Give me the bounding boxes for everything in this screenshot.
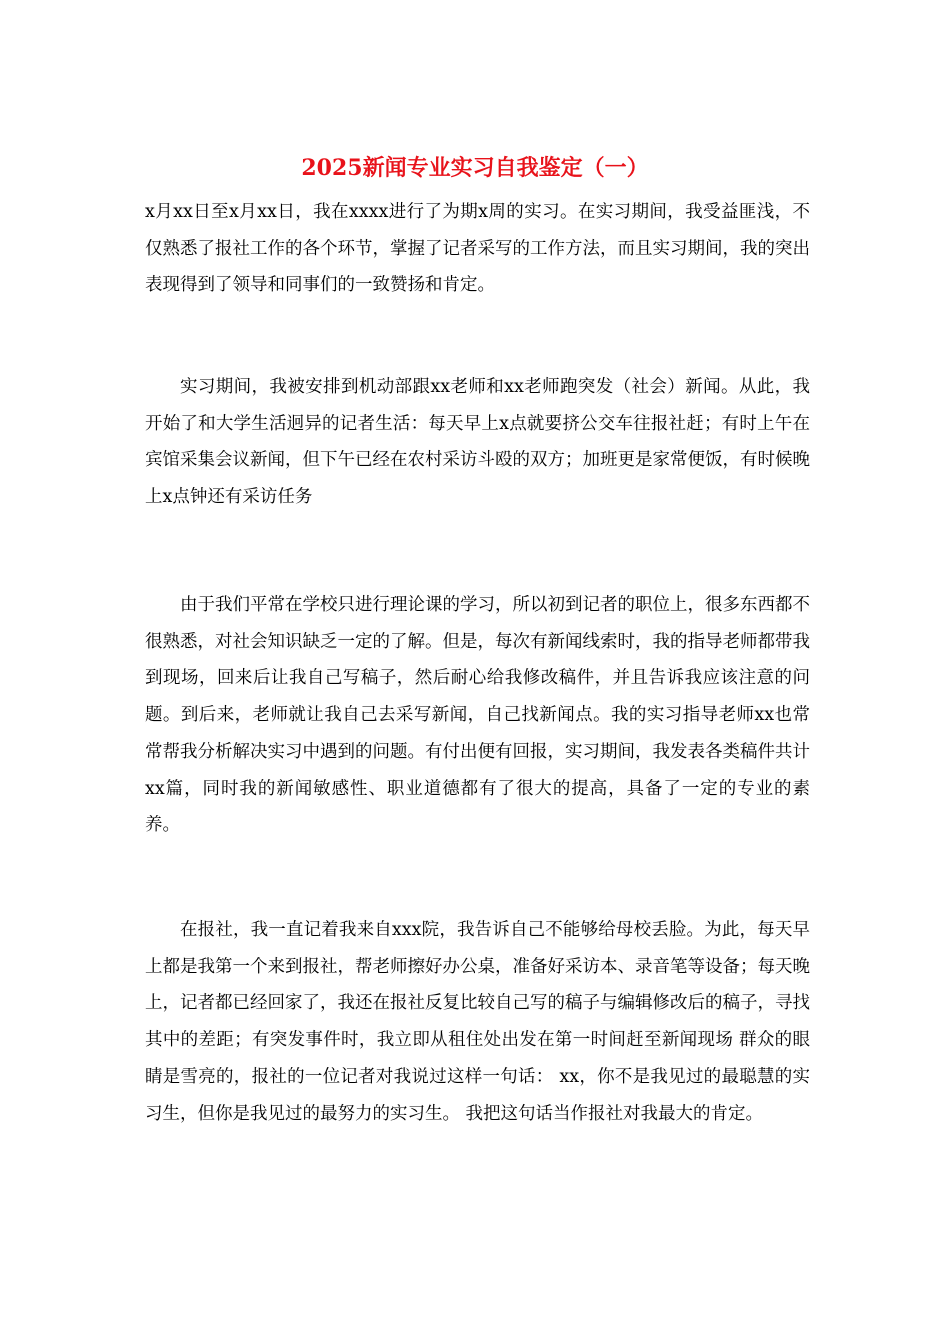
paragraph-1: x月xx日至x月xx日，我在xxxx进行了为期x周的实习。在实习期间，我受益匪浅，不仅熟悉了报社工作的各个环节，掌握了记者采写的工作方法，而且实习期间，我的突出表现得到了领导和同事们的一致赞扬和肯定。	[145, 202, 810, 296]
paragraph-3: 由于我们平常在学校只进行理论课的学习，所以初到记者的职位上，很多东西都不很熟悉，对社会知识缺乏一定的了解。但是，每次有新闻线索时，我的指导老师都带我到现场，回来后让我自己写稿子，然后耐心给我修改稿件，并且告诉我应该注意的问题。到后来，老师就让我自己去采写新闻，自己找新闻点。我的实习指导老师xx也常常帮我分析解决实习中遇到的问题。有付出便有回报，实习期间，我发表各类稿件共计xx篇，同时我的新闻敏感性、职业道德都有了很大的提高，具备了一定的专业的素养。	[145, 595, 810, 836]
document-title: 2025新闻专业实习自我鉴定（一）	[301, 155, 649, 181]
paragraph-2: 实习期间，我被安排到机动部跟xx老师和xx老师跑突发（社会）新闻。从此，我开始了和大学生活迥异的记者生活：每天早上x点就要挤公交车往报社赶；有时上午在宾馆采集会议新闻，但下午已经在农村采访斗殴的双方；加班更是家常便饭，有时候晚上x点钟还有采访任务	[145, 377, 810, 508]
paragraph-4: 在报社，我一直记着我来自xxx院，我告诉自己不能够给母校丢脸。为此，每天早上都是我第一个来到报社，帮老师擦好办公桌，准备好采访本、录音笔等设备；每天晚上，记者都已经回家了，我还在报社反复比较自己写的稿子与编辑修改后的稿子，寻找其中的差距；有突发事件时，我立即从租住处出发在第一时间赶至新闻现场 群众的眼睛是雪亮的，报社的一位记者对我说过这样一句话： xx，你不是我见过的最聪慧的实习生，但你是我见过的最努力的实习生。 我把这句话当作报社对我最大的肯定。	[145, 920, 810, 1124]
